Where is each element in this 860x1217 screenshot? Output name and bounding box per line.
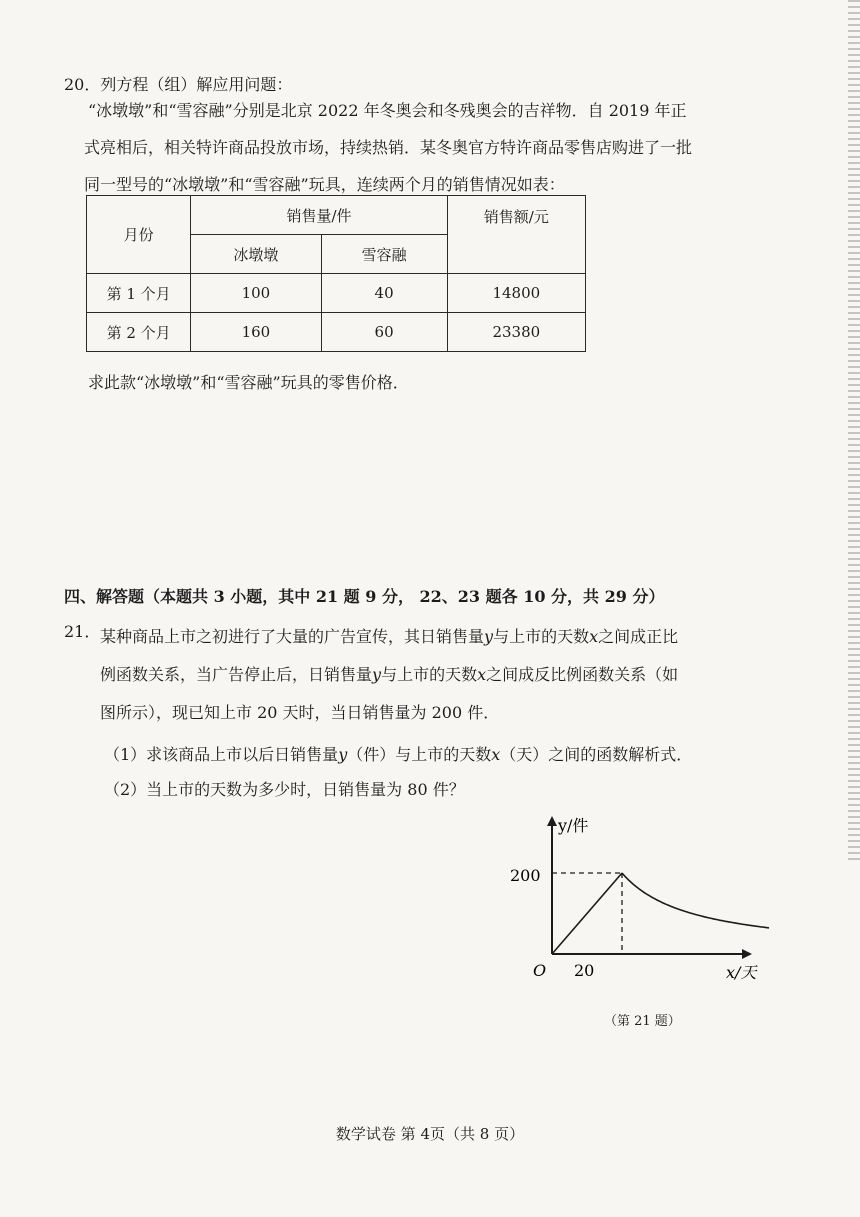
x-axis-label: x/天	[726, 963, 757, 982]
row-month: 第 2 个月	[87, 313, 191, 352]
table-row	[87, 274, 586, 313]
qty-header: 销售量/件	[191, 196, 447, 235]
row-xrr: 40	[321, 274, 447, 313]
q21-line-1: 某种商品上市之初进行了大量的广告宣传，其日销售量y与上市的天数x之间成正比	[100, 627, 679, 646]
bdd-header: 冰墩墩	[191, 235, 321, 274]
var-y: y	[338, 745, 348, 764]
section-4-title: 四、解答题（本题共 3 小题，其中 21 题 9 分， 22、23 题各 10 分，共 29 分）	[64, 587, 665, 606]
q21-subquestion-1: （1）求该商品上市以后日销售量y（件）与上市的天数x（天）之间的函数解析式．	[104, 745, 693, 764]
sales-table	[86, 195, 586, 352]
q20-title: 20．列方程（组）解应用问题：	[64, 75, 293, 94]
row-bdd: 160	[191, 313, 321, 352]
var-x: x	[589, 627, 599, 646]
page-binding-edge	[848, 0, 860, 860]
inverse-proportion-curve	[622, 873, 769, 928]
row-amount: 14800	[447, 274, 585, 313]
var-x: x	[477, 665, 487, 684]
var-y: y	[484, 627, 494, 646]
y-axis-label: y/件	[558, 816, 589, 835]
row-month: 第 1 个月	[87, 274, 191, 313]
x-tick-label: 20	[574, 961, 595, 980]
q20-line-3: 同一型号的“冰墩墩”和“雪容融”玩具，连续两个月的销售情况如表：	[84, 175, 565, 194]
q21-line-3: 图所示），现已知上市 20 天时，当日销售量为 200 件．	[100, 703, 500, 722]
q21-subquestion-2: （2）当上市的天数为多少时，日销售量为 80 件？	[104, 780, 465, 799]
q20-line-2: 式亮相后，相关特许商品投放市场，持续热销．某冬奥官方特许商品零售店购进了一批	[84, 138, 693, 157]
amount-header: 销售额/元	[447, 196, 585, 274]
var-y: y	[372, 665, 382, 684]
row-amount: 23380	[447, 313, 585, 352]
var-x: x	[491, 745, 501, 764]
q21-text	[100, 618, 790, 732]
table-row	[87, 313, 586, 352]
page-footer: 数学试卷 第 4页（共 8 页）	[335, 1125, 525, 1143]
xrr-header: 雪容融	[321, 235, 447, 274]
row-xrr: 60	[321, 313, 447, 352]
direct-proportion-segment	[552, 873, 622, 954]
origin-label: O	[533, 961, 547, 980]
q20-question: 求此款“冰墩墩”和“雪容融”玩具的零售价格．	[88, 373, 409, 392]
q21-caption: （第 21 题）	[604, 1014, 681, 1029]
q21-number: 21．	[64, 622, 101, 641]
month-header: 月份	[87, 196, 191, 274]
q20-line-1: “冰墩墩”和“雪容融”分别是北京 2022 年冬奥会和冬残奥会的吉祥物．自 2019 年正	[88, 101, 687, 120]
q20-text	[84, 92, 788, 203]
row-bdd: 100	[191, 274, 321, 313]
q21-function-graph	[500, 810, 800, 1010]
q21-line-2: 例函数关系，当广告停止后，日销售量y与上市的天数x之间成反比例函数关系（如	[100, 665, 679, 684]
y-tick-label: 200	[510, 866, 541, 885]
